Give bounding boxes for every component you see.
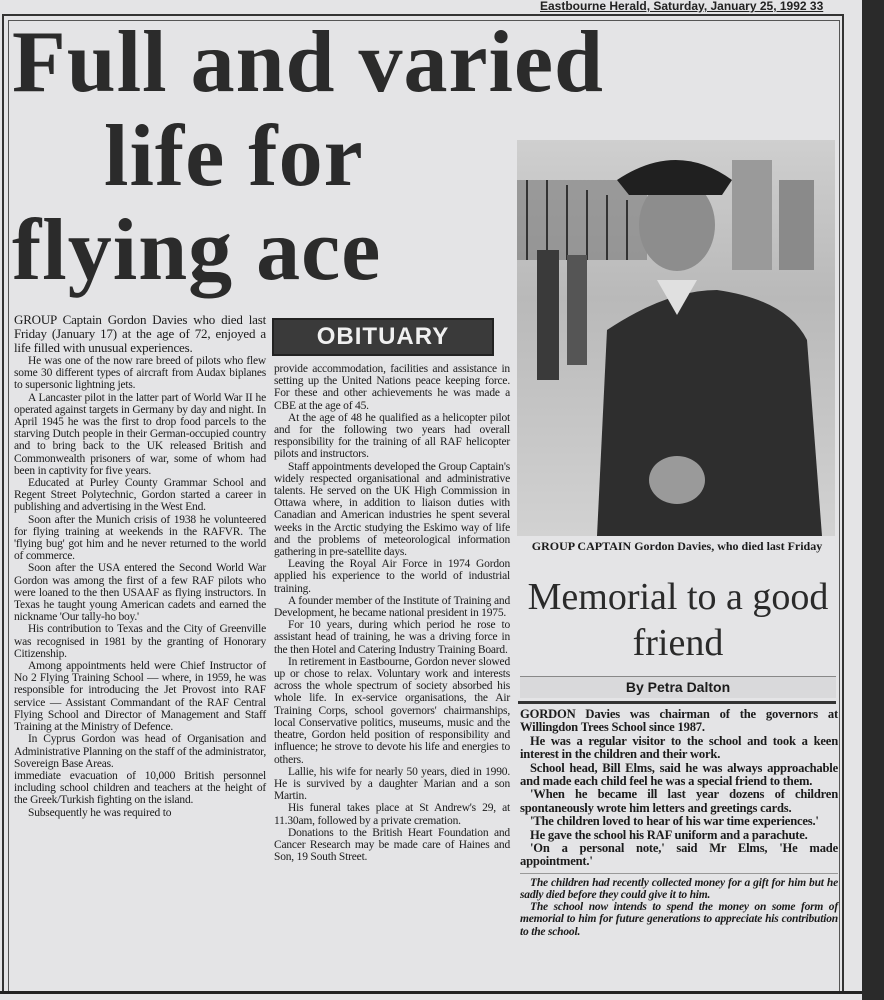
paragraph: He gave the school his RAF uniform and a parachute. <box>530 827 808 842</box>
paragraph: In Cyprus Gordon was head of Organisation and Administrative Planning on the staff of the administrator, Sovereign Base Areas. <box>14 733 266 770</box>
paragraph: He was one of the now rare breed of pilots who flew some 30 different types of aircraft from Audax biplanes to supersonic lightning jets. <box>14 355 266 392</box>
paragraph: A founder member of the Institute of Training and Development, he became national president in 1975. <box>274 594 510 620</box>
obituary-column-middle <box>274 363 510 863</box>
paragraph: At the age of 48 he qualified as a helicopter pilot and for the following two years had overall responsibility for the training of all RAF helicopter pilots and instructors. <box>274 411 510 461</box>
paragraph: Soon after the Munich crisis of 1938 he volunteered for flying training at weekends in the RAFVR. The 'flying bug' got him and he never returned to the world of commerce. <box>14 513 266 563</box>
paragraph: Educated at Purley County Grammar School and Regent Street Polytechnic, Gordon started a career in publishing and advertising in the West End. <box>14 477 266 514</box>
paragraph: For 10 years, during which period he rose to assistant head of training, he was a driving force in the then Hotel and Catering Industry Training Board. <box>274 619 510 656</box>
paragraph: 'On a personal note,' said Mr Elms, 'He made appointment.' <box>520 841 838 869</box>
lead-paragraph: GROUP Captain Gordon Davies who died last Friday (January 17) at the age of 72, enjoyed a life filled with unusual experiences. <box>14 312 266 355</box>
paragraph: He was a regular visitor to the school and took a keen interest in the children and their work. <box>520 733 838 762</box>
headline <box>12 16 604 298</box>
paragraph: A Lancaster pilot in the latter part of World War II he operated against targets in Germany by day and night. In April 1945 he was the first to drop food parcels to the starving Dutch people in their German-occupied country and to bring back to the UK released British and Commonwealth prisoners of war, some of whom had been in captivity for five years. <box>14 391 266 477</box>
photo-caption: GROUP CAPTAIN Gordon Davies, who died last Friday <box>531 539 823 553</box>
paragraph: The school now intends to spend the money on some form of memorial to him for future generations to appreciate his contribution to the school. <box>520 901 838 938</box>
masthead-line: Eastbourne Herald, Saturday, January 25, 1992 33 <box>540 0 824 13</box>
portrait-illustration <box>517 140 835 536</box>
paragraph: The children had recently collected money for a gift for him but he sadly died before they could give it to him. <box>520 876 838 902</box>
bottom-rule <box>0 991 862 994</box>
divider <box>518 701 836 704</box>
obituary-column-left <box>14 313 266 819</box>
paragraph: Among appointments held were Chief Instructor of No 2 Flying Training School — where, in 1959, he was responsible for introducing the Jet Provost into RAF service — Assistant Commandant of the RAF Central Flying School and Director of Management and Staff Training at the Ministry of Defence. <box>14 660 266 734</box>
portrait-photo <box>517 140 835 536</box>
paragraph: In retirement in Eastbourne, Gordon never slowed up or chose to relax. Voluntary work and interests across the whole spectrum of society absorbed his whole life. In ex-service organisations, the Air Training Corps, school governors' chairmanships, local Conservative politics, museums, music and the theatre, Gordon held position of responsibility and influence; he strove to devote his life and energies to others. <box>274 655 510 766</box>
paragraph: provide accommodation, facilities and assistance in setting up the United Nations peace keeping force. For these and other achievements he was made a CBE at the age of 45. <box>274 363 510 412</box>
paragraph: Donations to the British Heart Foundation and Cancer Research may be made care of Haines and Son, 19 South Street. <box>274 826 510 864</box>
paragraph: Staff appointments developed the Group Captain's widely respected organisational and administrative talents. He served on the UK High Commission in Ottawa where, in addition to liaison duties with Canadian and American industries he spent several weeks in the Arctic studying the Eskimo way of life and the problems of meteorological information gathering in pre-satellite days. <box>274 460 510 559</box>
paragraph: Subsequently he was required to <box>28 806 172 819</box>
headline-line-1: Full and varied <box>12 14 604 111</box>
memorial-italic-note <box>520 873 838 938</box>
paragraph: Leaving the Royal Air Force in 1974 Gordon applied his experience to the world of industrial training. <box>274 558 510 595</box>
paragraph: School head, Bill Elms, said he was always approachable and made each child feel he was a special friend to them. <box>520 760 838 789</box>
paragraph: 'When he became ill last year dozens of children spontaneously wrote him letters and greetings cards. <box>520 787 838 815</box>
paragraph: immediate evacuation of 10,000 British personnel including school children and teachers at the height of the Greek/Turkish fighting on the island. <box>14 769 266 807</box>
paragraph: His funeral takes place at St Andrew's 29, at 11.30am, followed by a private cremation. <box>274 802 510 827</box>
paragraph: 'The children loved to hear of his war time experiences.' <box>530 814 819 829</box>
memorial-column <box>520 708 838 938</box>
headline-line-2: life for <box>104 108 364 205</box>
paragraph: Soon after the USA entered the Second World War Gordon was among the first of a few RAF pilots who were loaned to the then USAAF as flying instructors. In Texas he taught young American cadets and earned the nickname 'Our tally-ho boy.' <box>14 562 266 624</box>
memorial-headline: Memorial to a good friend <box>527 576 829 664</box>
byline: By Petra Dalton <box>520 676 836 698</box>
paragraph: GORDON Davies was chairman of the governors at Willingdon Trees School since 1987. <box>520 707 838 735</box>
paragraph: Lallie, his wife for nearly 50 years, died in 1990. He is survived by a daughter Marian and a son Martin. <box>274 765 510 803</box>
paragraph: His contribution to Texas and the City of Greenville was recognised in 1981 by the granting of Honorary Citizenship. <box>14 623 266 660</box>
headline-line-3: flying ace <box>12 202 382 299</box>
section-label-obituary: OBITUARY <box>272 318 494 356</box>
